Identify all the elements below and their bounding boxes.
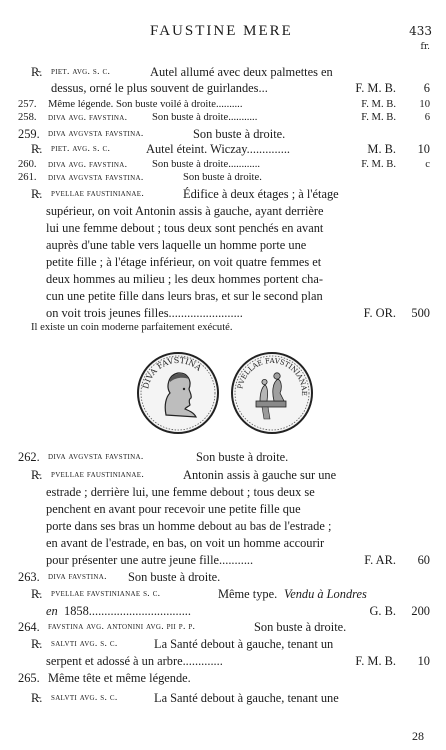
legend: pvellae favstinianae s. c. bbox=[51, 588, 161, 599]
page-header bbox=[0, 20, 446, 52]
entry-line bbox=[0, 603, 446, 619]
metal-size: F. M. B. bbox=[355, 654, 396, 668]
description: porte dans ses bras un homme debout au bas de l'estrade ; bbox=[46, 519, 332, 533]
entry-line bbox=[0, 484, 446, 500]
legend: favstina avg. antonini avg. pii p. p. bbox=[48, 621, 196, 632]
entry-line bbox=[0, 535, 446, 551]
entry-line bbox=[0, 586, 446, 602]
entry-number: 263. bbox=[18, 570, 40, 584]
description: Son buste à droite........... bbox=[152, 112, 258, 123]
price: 500 bbox=[411, 306, 430, 320]
description: deux hommes au milieu ; les deux hommes portent cha- bbox=[46, 272, 324, 286]
entry-line bbox=[0, 449, 446, 465]
entry-number: 258. bbox=[18, 112, 37, 123]
metal-size: M. B. bbox=[367, 142, 396, 156]
entry-line bbox=[0, 186, 446, 202]
reverse-mark: R̴. bbox=[31, 187, 43, 201]
legend: diva avgvsta favstina. bbox=[48, 451, 144, 462]
sale-note: Vendu à Londres bbox=[284, 587, 367, 601]
legend: pvellae faustinianae. bbox=[51, 188, 145, 199]
entry-line bbox=[0, 110, 446, 126]
entry-line bbox=[0, 64, 446, 80]
entry-number: 262. bbox=[18, 450, 40, 464]
description: Son buste à droite............ bbox=[152, 159, 260, 170]
running-title: FAUSTINE MERE bbox=[150, 23, 293, 39]
entry-line bbox=[0, 170, 446, 186]
entry-number: 257. bbox=[18, 99, 37, 110]
legend: diva avg. favstina. bbox=[48, 159, 128, 170]
price: 6 bbox=[423, 81, 430, 95]
description: serpent et adossé à un arbre............. bbox=[46, 654, 223, 668]
legend: piet. avg. s. c. bbox=[51, 143, 111, 154]
metal-size: F. AR. bbox=[364, 553, 396, 567]
entry-line bbox=[0, 80, 446, 96]
description: Édifice à deux étages ; à l'étage bbox=[183, 187, 339, 201]
entry-line bbox=[0, 636, 446, 652]
reverse-mark: R̴. bbox=[31, 691, 43, 705]
description: supérieur, on voit Antonin assis à gauche, ayant derrière bbox=[46, 204, 324, 218]
metal-size: F. M. B. bbox=[361, 112, 396, 123]
description: La Santé debout à gauche, tenant un bbox=[154, 637, 334, 651]
description: Son buste à droite. bbox=[196, 450, 289, 464]
price: 200 bbox=[411, 604, 430, 618]
legend: diva avgvsta favstina. bbox=[48, 172, 144, 183]
entry-number: 259. bbox=[18, 127, 40, 141]
reverse-legend: PVELLAE FAVSTINIANAE bbox=[236, 356, 309, 396]
entry-line bbox=[0, 288, 446, 304]
description: pour présenter une autre jeune fille........... bbox=[46, 553, 254, 567]
entry-number: 265. bbox=[18, 671, 40, 685]
page-number: 433 bbox=[409, 24, 432, 38]
entry-line bbox=[0, 254, 446, 270]
reverse-coin bbox=[232, 353, 312, 433]
sale-year: 1858................................. bbox=[64, 604, 192, 618]
description: petite fille ; à l'étage inférieur, on voit quatre femmes et bbox=[46, 255, 322, 269]
description: Autel allumé avec deux palmettes en bbox=[150, 65, 333, 79]
legend: piet. avg. s. c. bbox=[51, 66, 111, 77]
description: Son buste à droite. bbox=[193, 127, 286, 141]
description: penchent en avant pour recevoir une petite fille que bbox=[46, 502, 301, 516]
description: on voit trois jeunes filles........................ bbox=[46, 306, 243, 320]
description: Antonin assis à gauche sur une bbox=[183, 468, 337, 482]
metal-size: G. B. bbox=[369, 604, 396, 618]
metal-size: F. M. B. bbox=[355, 81, 396, 95]
entry-line bbox=[0, 141, 446, 157]
price: 10 bbox=[417, 142, 430, 156]
entry-line bbox=[0, 467, 446, 483]
signature-mark: 28 bbox=[412, 729, 424, 743]
reverse-mark: R̴. bbox=[31, 142, 43, 156]
legend: diva avg. favstina. bbox=[48, 112, 128, 123]
obverse-legend: DIVA FAVSTINA bbox=[141, 355, 203, 390]
reverse-mark: R̴. bbox=[31, 587, 43, 601]
metal-size: F. M. B. bbox=[361, 99, 396, 110]
entry-line bbox=[0, 653, 446, 669]
description: Son buste à droite. bbox=[254, 620, 347, 634]
entry-number: 264. bbox=[18, 620, 40, 634]
description: estrade ; derrière lui, une femme debout ; tous deux se bbox=[46, 485, 315, 499]
entry-number: 260. bbox=[18, 159, 37, 170]
entry-line bbox=[0, 203, 446, 219]
entry-line bbox=[0, 320, 446, 336]
price: c bbox=[425, 159, 430, 170]
metal-size: F. OR. bbox=[363, 306, 396, 320]
description: Son buste à droite. bbox=[128, 570, 221, 584]
entry-line bbox=[0, 552, 446, 568]
entry-line bbox=[0, 619, 446, 635]
reverse-mark: R̴. bbox=[31, 65, 43, 79]
price: 6 bbox=[424, 112, 430, 123]
entry-line bbox=[0, 501, 446, 517]
description: cun une petite fille dans leurs bras, et sur le second plan bbox=[46, 289, 323, 303]
description: dessus, orné le plus souvent de guirlandes... bbox=[51, 81, 268, 95]
note: Il existe un coin moderne parfaitement exécuté. bbox=[31, 322, 233, 333]
description: Même type. bbox=[218, 587, 278, 601]
description: Son buste à droite. bbox=[183, 172, 262, 183]
price: 10 bbox=[419, 99, 430, 110]
legend: pvellae faustinianae. bbox=[51, 469, 145, 480]
description: auprès d'une table vers laquelle un homme porte une bbox=[46, 238, 307, 252]
price: 60 bbox=[417, 553, 430, 567]
obverse-coin bbox=[138, 353, 218, 433]
legend: diva favstina. bbox=[48, 571, 107, 582]
entry-line bbox=[0, 690, 446, 706]
description: Autel éteint. Wiczay.............. bbox=[146, 142, 291, 156]
entry-line bbox=[0, 305, 446, 321]
reverse-mark: R̴. bbox=[31, 468, 43, 482]
entry-line bbox=[0, 670, 446, 686]
entry-line bbox=[0, 237, 446, 253]
entry-number: 261. bbox=[18, 172, 37, 183]
description: lui une femme debout ; tous deux sont penchés en avant bbox=[46, 221, 324, 235]
entry-line bbox=[0, 271, 446, 287]
metal-size: F. M. B. bbox=[361, 159, 396, 170]
entry-line bbox=[0, 220, 446, 236]
entry-line bbox=[0, 518, 446, 534]
entry-line bbox=[0, 569, 446, 585]
description: Même tête et même légende. bbox=[48, 671, 191, 685]
sale-note: en bbox=[46, 604, 58, 618]
entry-line bbox=[0, 126, 446, 142]
reverse-mark: R̴. bbox=[31, 637, 43, 651]
description: Même légende. Son buste voilé à droite.......... bbox=[48, 99, 243, 110]
coin-illustration bbox=[134, 349, 318, 437]
description: La Santé debout à gauche, tenant une bbox=[154, 691, 339, 705]
description: en avant de l'estrade, en bas, on voit un homme accourir bbox=[46, 536, 325, 550]
legend: salvti avg. s. c. bbox=[51, 692, 118, 703]
price: 10 bbox=[417, 654, 430, 668]
price-unit: fr. bbox=[420, 42, 430, 52]
legend: diva avgvsta favstina. bbox=[48, 128, 144, 139]
legend: salvti avg. s. c. bbox=[51, 638, 118, 649]
